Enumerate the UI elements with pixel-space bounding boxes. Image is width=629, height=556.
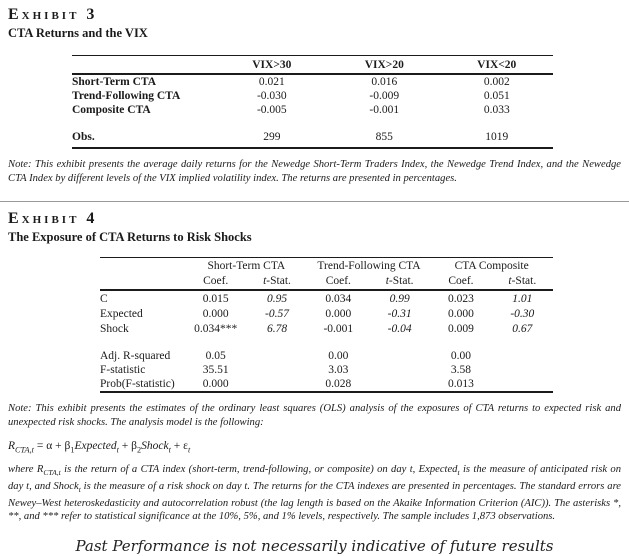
table-row xyxy=(100,306,553,321)
column-header: VIX>30 xyxy=(216,56,328,75)
row-label: F-statistic xyxy=(100,364,146,376)
cell: 0.051 xyxy=(483,90,510,102)
exhibit3-table xyxy=(72,55,553,149)
table-row xyxy=(100,321,553,336)
cell: 6.78 xyxy=(266,322,288,335)
spacer-row xyxy=(100,336,553,349)
tstat-rest: -Stat. xyxy=(511,275,537,287)
cell: -0.30 xyxy=(510,307,535,320)
cell: 0.00 xyxy=(450,350,471,362)
header-spacer xyxy=(100,258,185,274)
cell: 0.000 xyxy=(202,307,229,320)
row-label: Composite CTA xyxy=(72,104,151,116)
cell: -0.04 xyxy=(387,322,412,335)
tstat-t: t xyxy=(263,275,267,287)
coef-header: Coef. xyxy=(308,273,369,290)
empty-cell xyxy=(246,377,307,392)
obs-row xyxy=(72,130,553,148)
table-row xyxy=(72,74,553,89)
tstat-header xyxy=(492,273,553,290)
coef-header: Coef. xyxy=(430,273,491,290)
cell: 35.51 xyxy=(202,364,229,376)
spacer-row xyxy=(72,117,553,130)
cell: 0.009 xyxy=(448,322,474,335)
cell: 0.002 xyxy=(483,76,510,88)
cell: 0.00 xyxy=(328,350,349,362)
disclaimer-text: Past Performance is not necessarily indicative of future results xyxy=(75,536,554,555)
cell: -0.009 xyxy=(369,90,400,102)
cell: 0.99 xyxy=(389,292,410,305)
group-header: Short-Term CTA xyxy=(207,260,286,272)
cell: 0.028 xyxy=(325,378,352,390)
empty-cell xyxy=(369,377,430,392)
row-label: Adj. R-squared xyxy=(100,350,171,362)
exhibit4-note: Note: This exhibit presents the estimates of the ordinary least squares (OLS) analysis of the exposures of CTA returns to expected risk and unexpected risk shocks. The analysis model is the following: xyxy=(8,403,621,428)
cell: 0.034 xyxy=(325,292,352,305)
cell: 0.67 xyxy=(512,322,533,335)
table-row xyxy=(72,89,553,103)
empty-cell xyxy=(492,363,553,377)
row-label: Shock xyxy=(100,322,129,335)
coef-header: Coef. xyxy=(185,273,246,290)
exhibit3-heading: Exhibit 3 xyxy=(8,6,98,23)
group-header-row xyxy=(100,258,553,274)
row-label: Short-Term CTA xyxy=(72,76,157,88)
stat-row xyxy=(100,349,553,363)
exhibit3-subtitle: CTA Returns and the VIX xyxy=(8,26,148,40)
cell: 299 xyxy=(263,131,281,143)
tstat-header xyxy=(246,273,307,290)
cell: 0.015 xyxy=(202,292,229,305)
row-label: C xyxy=(100,292,108,305)
table-row xyxy=(100,290,553,306)
cell: -0.31 xyxy=(387,307,412,320)
exhibit4-subtitle: The Exposure of CTA Returns to Risk Shocks xyxy=(8,230,252,244)
cell: 1.01 xyxy=(512,292,533,305)
tstat-header xyxy=(369,273,430,290)
table-header-row xyxy=(72,56,553,75)
stat-row xyxy=(100,377,553,392)
regression-formula: $R_{CTA,t} = \alpha$ + $\beta_1Expected_t$ + $\beta_2Shock_t + \varepsilon_t$ xyxy=(8,440,191,455)
cell: 0.05 xyxy=(205,350,226,362)
header-spacer xyxy=(72,56,216,75)
row-label: Obs. xyxy=(72,131,95,143)
exhibit4-heading: Exhibit 4 xyxy=(8,210,98,227)
cell: 855 xyxy=(375,131,393,143)
header-spacer xyxy=(100,273,185,290)
cell: 3.58 xyxy=(450,364,471,376)
exhibit4-table xyxy=(100,257,553,393)
empty-cell xyxy=(492,349,553,363)
group-header: Trend-Following CTA xyxy=(317,260,421,272)
cell: -0.001 xyxy=(323,322,354,335)
exhibit3-section xyxy=(0,6,629,185)
empty-cell xyxy=(246,363,307,377)
cell: 0.000 xyxy=(202,378,229,390)
table-row xyxy=(72,103,553,117)
tstat-rest: -Stat. xyxy=(388,275,414,287)
column-header: VIX<20 xyxy=(441,56,554,75)
cell: 0.033 xyxy=(483,104,510,116)
row-label: Expected xyxy=(100,307,143,320)
cell: 0.021 xyxy=(258,76,285,88)
row-label: Trend-Following CTA xyxy=(72,90,181,102)
exhibit3-note: Note: This exhibit presents the average daily returns for the Newedge Short-Term Traders Index, the Newedge Trend Index, and the Newedge CTA Index by different levels of the VIX implied volatility index. The returns are presented in percentages. xyxy=(8,159,621,184)
empty-cell xyxy=(369,363,430,377)
empty-cell xyxy=(246,349,307,363)
group-header: CTA Composite xyxy=(454,260,529,272)
tstat-rest: -Stat. xyxy=(266,275,291,287)
cell: -0.57 xyxy=(265,307,289,320)
empty-cell xyxy=(369,349,430,363)
cell: 3.03 xyxy=(328,364,349,376)
section-divider xyxy=(0,201,629,202)
cell: 0.023 xyxy=(448,292,474,305)
empty-cell xyxy=(492,377,553,392)
cell: 0.013 xyxy=(448,378,474,390)
cell: 1019 xyxy=(485,131,509,143)
cell: 0.000 xyxy=(325,307,352,320)
cell: 0.016 xyxy=(371,76,398,88)
cell: 0.000 xyxy=(448,307,474,320)
column-header: VIX>20 xyxy=(328,56,440,75)
stat-row xyxy=(100,363,553,377)
cell: 0.034*** xyxy=(194,322,238,335)
exhibit4-section xyxy=(0,210,629,524)
cell: -0.030 xyxy=(256,90,287,102)
tstat-t: t xyxy=(508,275,512,287)
sub-header-row xyxy=(100,273,553,290)
cell: 0.95 xyxy=(266,292,288,305)
cell: -0.005 xyxy=(256,104,287,116)
row-label: Prob(F-statistic) xyxy=(100,378,175,390)
exhibit4-note-details: where $R_{CTA,t}$ is the return of a CTA index (short-term, trend-following, or composite) on day t, Expected$_t$ is the measure of anticipated risk on day t, and Shock$_t$ is the measure of a risk shock on day t. The returns for the CTA indexes are presented in percentages. The standard errors are Newey–West heteroskedasticity and autocorrelation robust (the lag length is based on the Akaike Information Criterion (AIC)). The asterisks *, **, and *** refer to statistical significance at the 10%, 5%, and 1% levels, respectively. The sample includes 1,873 observations. xyxy=(8,464,621,523)
tstat-t: t xyxy=(385,275,389,287)
cell: -0.001 xyxy=(369,104,400,116)
